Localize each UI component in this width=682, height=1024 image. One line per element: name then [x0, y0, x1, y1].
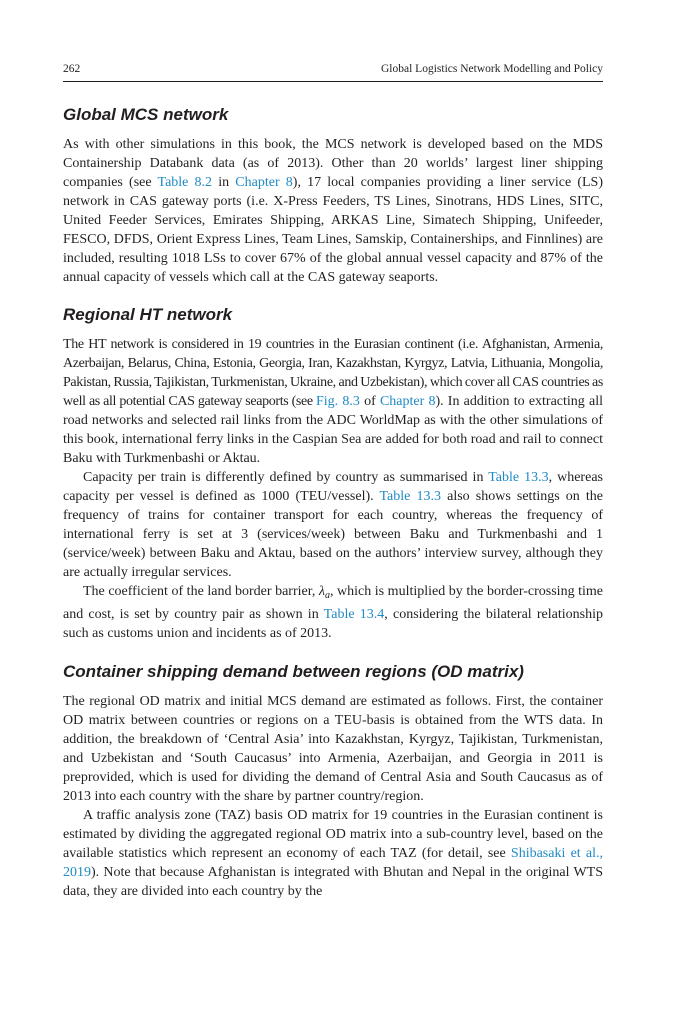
text-run: As with other simulations in this book, the MCS network is developed based on the MDS Containership Databank data (as of 2013). Other than 20 worlds’ largest liner shipping companies (see — [63, 137, 603, 190]
text-run: , whereas capacity per vessel is defined as 1000 (TEU/vessel). — [63, 470, 603, 504]
paragraph — [63, 806, 603, 901]
text-run: , which is multiplied by the border-crossing time and cost, is set by country pair as shown in — [63, 584, 604, 622]
lambda-symbol: λ — [318, 584, 325, 599]
table-reference-link[interactable]: Table 13.3 — [488, 470, 549, 485]
page-number: 262 — [63, 63, 81, 75]
text-run: The HT network is considered in 19 countries in the Eurasian continent (i.e. Afghanistan, Armenia, Azerbaijan, Belarus, China, Estonia, Georgia, Iran, Kazakhstan, Kyrgyz, Latvia, Lithuania, Mongolia, Pakistan, Russia, Tajikistan, Turkmenistan, Ukraine, and Uzbekistan), which cover all CAS countries as well as all potential CAS gateway seaports (see — [63, 337, 603, 409]
chapter-reference-link[interactable]: Chapter 8 — [235, 175, 293, 190]
section-heading: Global MCS network — [63, 105, 229, 124]
text-run: ). In addition to extracting all road networks and selected rail links from the ADC WorldMap as with the other simulations of this book, international ferry links in the Caspian Sea are added for both road and rail to connect Baku with Turkmenbashi or Aktau. — [63, 394, 603, 466]
paragraph — [63, 692, 603, 806]
section-global-mcs-network — [63, 105, 603, 287]
paragraph — [63, 135, 603, 287]
paragraph — [63, 582, 603, 643]
lambda-subscript: a — [324, 590, 330, 601]
book-page — [63, 62, 603, 901]
text-run: Capacity per train is differently defined by country as summarised in — [83, 470, 489, 485]
section-container-shipping-demand — [63, 662, 603, 901]
book-title: Global Logistics Network Modelling and Policy — [381, 63, 603, 75]
text-run: ), 17 local companies providing a liner service (LS) network in CAS gateway ports (i.e. X-Press Feeders, TS Lines, Sinotrans, HDS Lines, SITC, United Feeder Services, Emirates Shipping, ARKAS Line, Simatech Shipping, Unifeeder, FESCO, DFDS, Orient Express Lines, Team Lines, Samskip, Containerships, and Finnlines) are included, resulting 1018 LSs to cover 67% of the global annual vessel capacity and 87% of the annual capacity of vessels which call at the CAS gateway seaports. — [63, 175, 603, 285]
text-run: , considering the bilateral relationship such as customs union and incidents as of 2013. — [63, 607, 603, 641]
text-run: The regional OD matrix and initial MCS demand are estimated as follows. First, the container OD matrix between countries or regions on a TEU-basis is obtained from the WTS data. In addition, the breakdown of ‘Central Asia’ into Kazakhstan, Kyrgyz, Tajikistan, Turkmenistan, and Uzbekistan and ‘South Caucasus’ into Armenia, Azerbaijan, and Georgia in 2011 is preprovided, which is used for dividing the demand of Central Asia and South Caucasus as of 2013 into each country with the share by partner country/region. — [63, 694, 603, 804]
text-run: The coefficient of the land border barrier, — [83, 584, 319, 599]
text-run: A traffic analysis zone (TAZ) basis OD matrix for 19 countries in the Eurasian continent is estimated by dividing the aggregated regional OD matrix into a sub-country level, based on the available statistics which represent an economy of each TAZ (for detail, see — [63, 808, 603, 861]
chapter-reference-link[interactable]: Chapter 8 — [379, 394, 436, 409]
text-run: of — [359, 394, 380, 409]
paragraph — [63, 335, 603, 468]
section-heading: Container shipping demand between regions (OD matrix) — [63, 662, 524, 681]
text-run: ). Note that because Afghanistan is integrated with Bhutan and Nepal in the original WTS data, they are divided into each country by the — [63, 865, 603, 899]
text-run: in — [212, 175, 236, 190]
paragraph — [63, 468, 603, 582]
text-run: also shows settings on the frequency of trains for container transport for each country, whereas the frequency of international ferry is set at 3 (services/week) between Baku and Turkmenbashi and 1 (service/week) between Baku and Aktau, based on the authors’ interview survey, although they are actually irregular services. — [63, 489, 603, 580]
section-regional-ht-network — [63, 305, 603, 643]
section-heading: Regional HT network — [63, 305, 233, 324]
figure-reference-link[interactable]: Fig. 8.3 — [316, 394, 360, 409]
table-reference-link[interactable]: Table 8.2 — [157, 175, 213, 190]
citation-link[interactable]: Shibasaki et al., 2019 — [63, 846, 603, 880]
running-head — [63, 62, 603, 82]
table-reference-link[interactable]: Table 13.4 — [323, 607, 385, 622]
table-reference-link[interactable]: Table 13.3 — [379, 489, 441, 504]
